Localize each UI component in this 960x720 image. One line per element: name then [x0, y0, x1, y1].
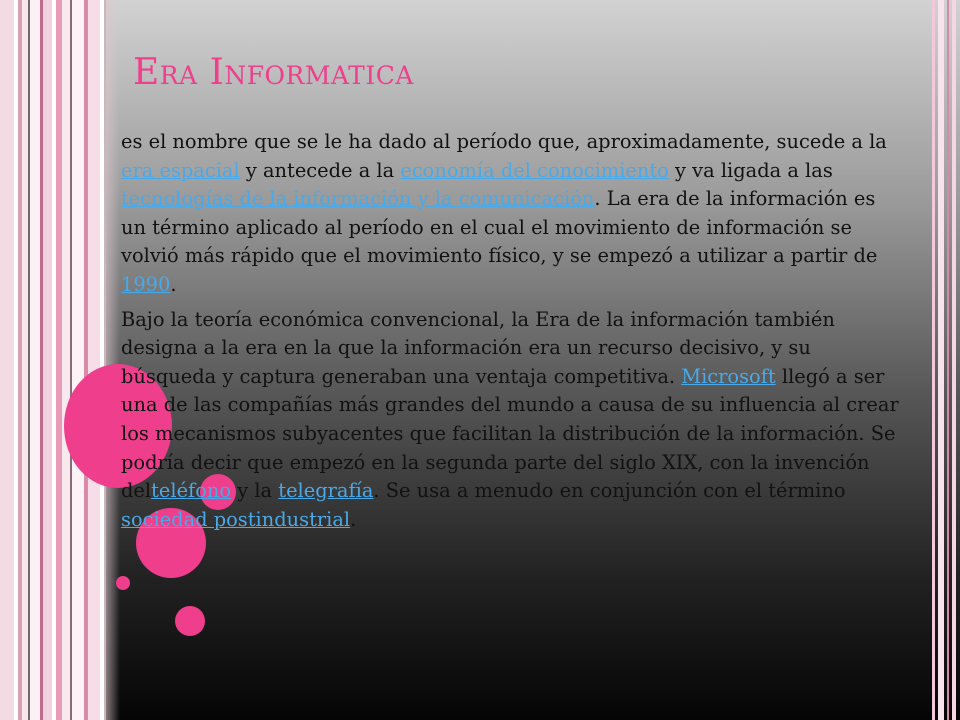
paragraph-text: llegó a ser una de las compañías más grandes del mundo a causa de su influencia al crear los mecanismos subyacentes que facilitan la distribución de la información. Se podría decir que empezó en la segunda parte del siglo XIX, con la invención del	[121, 364, 899, 503]
link-economia-del-conocimiento[interactable]: economía del conocimiento	[400, 158, 669, 182]
link-microsoft[interactable]: Microsoft	[681, 364, 776, 388]
link-tecnologias-informacion[interactable]: tecnologías de la información y la comunicación	[121, 187, 595, 211]
decorative-stripe-right	[932, 0, 935, 720]
decorative-stripe-right	[938, 0, 944, 720]
paragraph-text: es el nombre que se le ha dado al período que, aproximadamente, sucede a la	[121, 130, 887, 153]
paragraph-1	[121, 128, 905, 300]
paragraph-text: y la	[231, 479, 279, 503]
paragraph-text: . La era de la información es un término aplicado al período en el cual el movimiento de información se volvió más rápido que el movimiento físico, y se empezó a utilizar a partir de	[121, 187, 878, 268]
paragraph-2	[121, 306, 905, 535]
paragraph-text: .	[350, 507, 357, 531]
link-sociedad-postindustrial[interactable]: sociedad postindustrial	[121, 507, 351, 531]
paragraph-text: Bajo la teoría económica convencional, la Era de la información también designa a la era en la que la información era un recurso decisivo, y su búsqueda y captura generaban una ventaja competitiva.	[121, 307, 835, 388]
decorative-stripe-right	[952, 0, 956, 720]
decorative-stripe-right	[947, 0, 949, 720]
link-era-espacial[interactable]: era espacial	[121, 158, 240, 182]
decorative-stripes	[0, 0, 120, 720]
slide-title: Era Informatica	[133, 52, 414, 93]
paragraph-text: . Se usa a menudo en conjunción con el término	[373, 479, 846, 503]
link-telegrafia[interactable]: telegrafía	[278, 479, 374, 503]
paragraph-text: .	[170, 272, 177, 296]
link-telefono[interactable]: teléfono	[151, 479, 232, 503]
slide-body	[121, 128, 905, 540]
decorative-circle-dot	[116, 576, 130, 590]
paragraph-text: y antecede a la	[239, 158, 401, 182]
paragraph-text: y va ligada a las	[668, 158, 833, 182]
decorative-circle-dot	[175, 606, 205, 636]
link-1990[interactable]: 1990	[121, 272, 171, 296]
